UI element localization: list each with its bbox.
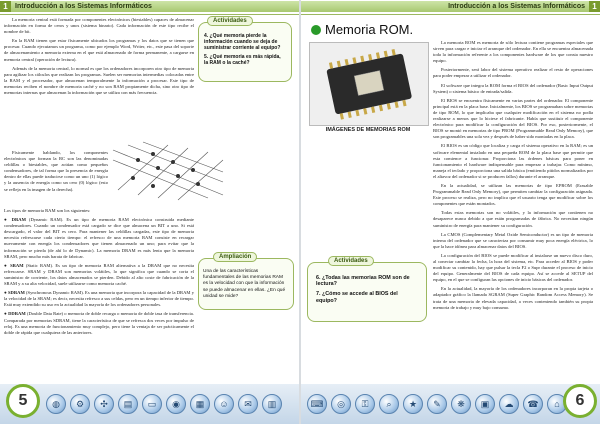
rom-chip-photo (309, 42, 429, 126)
activity-tag: Actividades (328, 256, 374, 266)
ampliacion-text: Una de las características fundamentales de las memorias RAM es la velocidad con que la información se puede almacenar en ellas. ¿En qué unidad se mide? (203, 269, 286, 299)
section-title: Memoria ROM. (311, 22, 413, 37)
paragraph: La CMOS (Complementary Metal Oxide Semiconductor) es un tipo de memoria interna del ordenador que se caracteriza por consumir muy poca energía eléctrica, lo que la hace idónea para almacenar datos del BIOS. (433, 231, 593, 249)
rom-intro (433, 40, 593, 314)
activity-tag: Actividades (207, 16, 253, 26)
gear-icon: ⚙ (70, 394, 90, 414)
right-header (301, 0, 600, 13)
question: 4. ¿Qué memoria pierde la información cuando se deja de suministrar corriente al equipo? (204, 33, 281, 52)
cloud-icon: ☁ (499, 394, 519, 414)
home-icon: ⌂ (547, 394, 567, 414)
memory-cell-grid-diagram (108, 140, 228, 202)
paragraph: Físicamente hablando, los componentes electrónicos que forman la RC son las denominadas celdillas o biestables, que actúan como pequeños condensadores, de tal forma que la presencia de energía dentro de ellas puede traducirse como un uno (1) lógico y la ausencia de energía como un cero (0) lógico (esto se refleja en la imagen de la derecha). (4, 150, 108, 192)
left-header (0, 0, 299, 13)
search-icon: ⌕ (379, 394, 399, 414)
left-page (0, 0, 299, 424)
bullet-sram: ● SRAM (Static RAM). Es un tipo de memoria RAM alternativa a la DRAM que no necesita refrescarse. SRAM y DRAM son memorias volátiles, lo que significa que cuando se corta el suministro de corriente, los datos almacenados se pierden. Debido al alto coste de fabricación de la SRAM y a su alta velocidad, suele utilizarse como memoria caché. (4, 262, 194, 287)
question: 5. ¿Qué memoria es más rápida, la RAM o la caché? (204, 53, 281, 66)
web-icon: ❋ (451, 394, 471, 414)
paragraph: Posteriormente, será labor del sistema operativo realizar el resto de operaciones para poder empezar a utilizar el ordenador. (433, 67, 593, 79)
keyboard-icon: ⌨ (307, 394, 327, 414)
paragraph: Todas estas memorias son no volátiles, y la información que contienen no desaparece nunca debido a que están programadas de fábrica. No necesitan ningún suministro de energía para mantener su configuración. (433, 210, 593, 228)
paragraph: La configuración del BIOS se puede modificar al instalarse un nuevo disco duro, al conectar cambiar la fecha, la hora del sistema, etc. Para acceder al BIOS y poder modificar su contenido, hay que pulsar la tecla F2 o Supr durante el proceso de inicio del equipo. Generalmente del BIOS de cada equipo. Así se accede al SETUP del equipo, en el que se configuran las opciones de inicio básicas del ordenador. (433, 252, 593, 283)
question: 7. ¿Cómo se accede al BIOS del equipo? (316, 291, 398, 304)
header-title: Introducción a los Sistemas Informáticos (301, 1, 589, 12)
types-heading: Los tipos de memoria RAM son los siguientes: (4, 208, 91, 213)
lock-icon: ⚿ (355, 394, 375, 414)
bullet-ddram: ● DDRAM (Double Data Rate) o memoria de doble recarga o memoria de doble tasa de transferencia. Comparada por memorias SDRAM, tiene la característica de que se refresca dos veces por impulso de reloj. Es una memoria de funcionamiento muy complejo, pero tiene la ventaja de ser prácticamente el doble de rápida que cualquiera de las anteriores. (4, 311, 194, 335)
paragraph: El BIOS se encuentra físicamente en varias partes del ordenador. El componente principal está en la placa base. Inicialmente, los BIOS se programaban sobre memorias de tipo ROM, lo que implicaba que cualquier modificación en el sistema no podía realizarse a menos que lo hiciese el fabricante. Había que sustituir el componente electrónico para modificar la configuración del BIOS. Por eso, posteriormente, el BIOS se montó en memorias de tipo PROM (Programmable Read Only Memory), que son programables una sola vez y después de haber sido montadas en la placa. (433, 97, 593, 140)
paragraph: La memoria central está formada por componentes electrónicos (biestables) capaces de almacenar información en forma de ceros y unos (sistema binario). Cada información de este tipo recibe el nombre de bit. (4, 17, 194, 35)
bullet-dot-icon (311, 25, 321, 35)
star-icon: ★ (403, 394, 423, 414)
paragraph: En la actualidad, se utilizan las memorias de tipo EPROM (Erasable Programmable Read Only Memory), que permiten cambiar la configuración asignada. Este proceso se realiza, pero no implica que el usuario tenga que modificar sobre los componentes que están montados. (433, 182, 593, 207)
paragraph: En la actualidad, la mayoría de los ordenadores incorporan en la propia tarjeta o adaptador gráfico la llamada SGRAM (Super Graphic Random Access Memory). Se trata de una memoria de elevada capacidad, a veces conteniendo también su propia memoria de trabajo y muy bajo consumo. (433, 286, 593, 310)
paragraph: Además de la memoria central, lo normal es que los ordenadores incorporen otro tipo de memoria para agilizar los cálculos que realizan los programas. Suelen ser memorias intermedias colocadas entre la RAM y el procesador, que almacenan temporalmente la información a procesar. Este tipo de memorias reciben el nombre de memoria caché y no son RAM propiamente dicha, sino otro tipo de memorias internas que almacenan la información que se utiliza con más frecuencia. (4, 65, 194, 96)
right-page (301, 0, 600, 424)
header-title: Introducción a los Sistemas Informáticos (11, 1, 299, 12)
activity-box-2 (307, 258, 427, 322)
page-number: 6 (563, 384, 597, 418)
bullet-dram: ● DRAM (Dynamic RAM). Es un tipo de memoria RAM electrónica construida mediante condensadores. Cuando un condensador está cargado se dice que almacena un BIT a uno. Si está descargado, el valor del BIT es cero. Para mantener las celdillas cargadas, este tipo de memoria necesita refrescarse cada cierto tiempo: el refresco de una memoria RAM consiste en recargar nuevamente con energía los condensadores que tienen almacenado un uno; para evitar que la información se pierda (de ahí lo de Dynamic). La memoria DRAM es más lenta que la memoria SRAM, pero mucho más barata de fabricar. (4, 217, 194, 259)
monitor-icon: ▭ (142, 394, 162, 414)
page-number: 5 (6, 384, 40, 418)
celdillas-text (4, 150, 108, 196)
ampliacion-tag: Ampliación (213, 252, 257, 262)
ram-types (4, 208, 194, 339)
chip-icon: ▣ (475, 394, 495, 414)
figure-caption: IMÁGENES DE MEMORIAS ROM (325, 127, 411, 133)
folder-icon: ▤ (118, 394, 138, 414)
intro-text (4, 17, 194, 99)
printer-icon: ▦ (190, 394, 210, 414)
chapter-number: 1 (0, 1, 11, 12)
user-icon: ☺ (214, 394, 234, 414)
question: 6. ¿Todas las memorias ROM son de lectura? (316, 275, 410, 288)
disk-icon: ◉ (166, 394, 186, 414)
paragraph: El software que integra la ROM forma el BIOS del ordenador (Basic Input Output System) o sistema básico de entrada/salida. (433, 82, 593, 94)
paragraph: En la RAM tienen que estar físicamente ubicados los programas y los datos que se tienen que procesar. Cuando ejecutamos un programa, como por ejemplo Word, Writer, etc., este pasa del soporte de almacenamiento a memoria externa en el que está almacenado de forma permanente, a cargarse en memoria central (operación de lectura). (4, 38, 194, 62)
bullet-sdram: ● SDRAM (Synchronous Dynamic RAM). Es una memoria que incorpora la capacidad de la DRAM y la velocidad de la SRAM; es decir, necesita refresco a sus celdas, pero en un tiempo inferior de tiempo. Está muy extendido su uso en la actualidad la mayoría de los ordenadores personales. (4, 290, 194, 308)
chapter-number: 1 (589, 1, 600, 12)
chart-icon: ▥ (262, 394, 282, 414)
paragraph: El BIOS es un código que localiza y carga el sistema operativo en la RAM; es un software elemental instalado en una pequeña ROM de la placa base que permite que esta comience a funcionar. Proporciona las órdenes básicas para poner en funcionamiento el hardware indispensable para empezar a trabajar. Como mínimo, maneja el teclado y proporciona una salida básica (emitiendo pitidos normalizados por el altavoz del ordenador si se producen fallos) durante el arranque. (433, 143, 593, 179)
tools-icon: ✎ (427, 394, 447, 414)
phone-icon: ☎ (523, 394, 543, 414)
mail-icon: ✉ (238, 394, 258, 414)
cd-icon: ◎ (331, 394, 351, 414)
ampliacion-box (198, 254, 294, 310)
activity-box-1 (198, 18, 292, 82)
globe-icon: ◍ (46, 394, 66, 414)
paragraph: La memoria ROM es memoria de sólo lectura contiene programas especiales que sirven para cargar e iniciar el arranque del ordenador. En ella se encuentra almacenada toda la información referente a los componentes hardware de los que consta nuestro equipo. (433, 40, 593, 64)
network-icon: ✣ (94, 394, 114, 414)
